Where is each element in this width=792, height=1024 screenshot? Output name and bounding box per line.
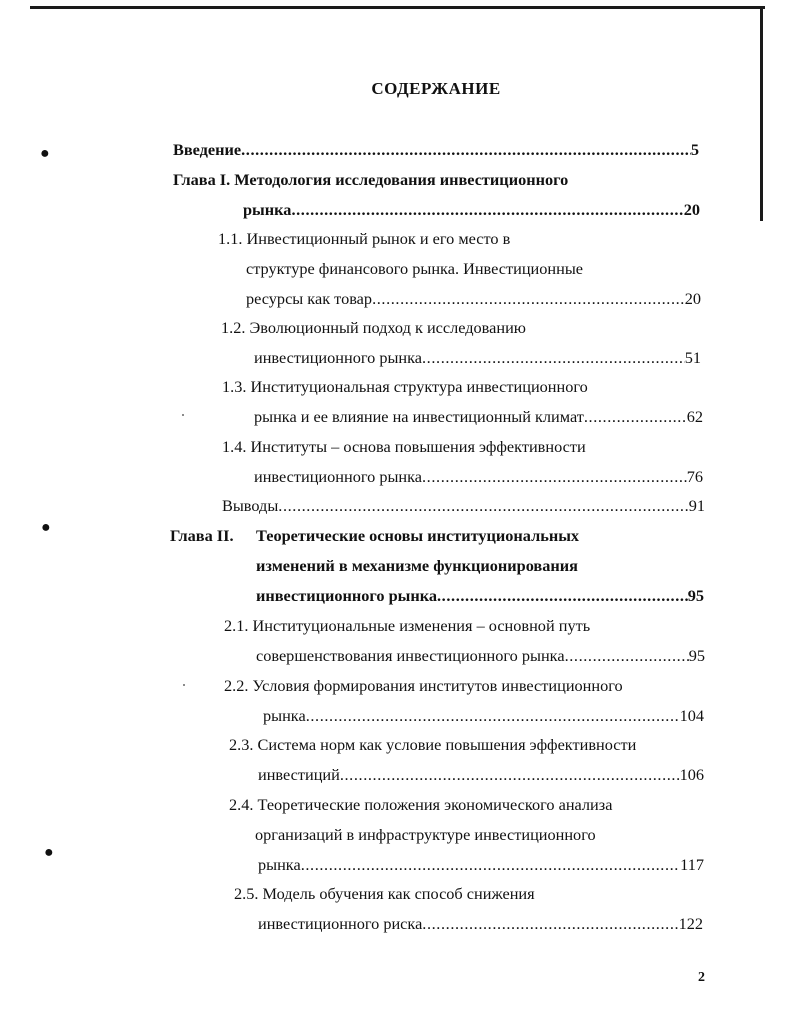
toc-entry-text: совершенствования инвестиционного рынка [256, 646, 565, 665]
page-title: СОДЕРЖАНИЕ [371, 79, 501, 98]
toc-page-number: 104 [679, 706, 704, 725]
toc-page-number: 20 [683, 200, 700, 219]
toc-page-number: 95 [687, 586, 704, 605]
toc-page-number: 106 [679, 765, 704, 784]
toc-entry-introduction [173, 140, 699, 160]
toc-section-1-2-title: 1.2. Эволюционный подход к исследованию [221, 318, 526, 337]
toc-leader-dots [437, 586, 688, 606]
punch-hole-mark: ● [41, 519, 51, 536]
toc-page-number: 5 [690, 140, 699, 159]
punch-hole-mark: ● [44, 844, 54, 861]
toc-section-1-1-title: 1.1. Инвестиционный рынок и его место в [218, 229, 511, 248]
toc-page-number: 117 [680, 855, 704, 874]
toc-leader-dots [241, 140, 691, 160]
toc-section-1-3-title: 1.3. Институциональная структура инвестиционного [222, 377, 588, 396]
toc-leader-dots [422, 467, 687, 487]
toc-section-1-1 [246, 289, 701, 309]
toc-leader-dots [372, 289, 685, 309]
toc-section-1-4 [254, 467, 703, 487]
toc-entry-text: Выводы [222, 496, 279, 515]
toc-leader-dots [422, 914, 678, 934]
toc-entry-text: ресурсы как товар [246, 289, 373, 308]
toc-chapter-2-title: Теоретические основы институциональных [256, 526, 580, 545]
toc-leader-dots [291, 200, 683, 220]
toc-leader-dots [278, 496, 688, 516]
toc-chapter-2-line2: изменений в механизме функционирования [256, 556, 578, 575]
punch-hole-mark: ● [40, 145, 50, 162]
scan-edge-top [30, 6, 765, 9]
toc-section-2-4-title: 2.4. Теоретические положения экономического анализа [229, 795, 613, 814]
toc-entry-text: рынка и ее влияние на инвестиционный климат [254, 407, 584, 426]
toc-section-1-2 [254, 348, 701, 368]
toc-page-number: 122 [678, 914, 703, 933]
toc-section-2-3-title: 2.3. Система норм как условие повышения эффективности [229, 735, 637, 754]
toc-page-number: 91 [688, 496, 705, 515]
toc-entry-text: инвестиционного рынка [254, 467, 423, 486]
scan-edge-right [760, 6, 763, 221]
toc-entry-text: инвестиционного рынка [256, 586, 438, 605]
toc-entry-text: инвестиционного риска [258, 914, 423, 933]
toc-conclusions [222, 496, 705, 516]
toc-leader-dots [422, 348, 685, 368]
toc-entry-text: Введение [173, 140, 242, 159]
scan-speck [182, 414, 184, 416]
toc-section-2-4 [258, 855, 704, 875]
toc-leader-dots [584, 407, 687, 427]
toc-chapter-2-label: Глава II. [170, 526, 234, 545]
toc-leader-dots [306, 706, 680, 726]
toc-section-2-5 [258, 914, 703, 934]
toc-leader-dots [340, 765, 680, 785]
toc-section-2-3 [258, 765, 704, 785]
toc-entry-text: рынка [263, 706, 306, 725]
toc-section-2-4-line2: организаций в инфраструктуре инвестиционного [255, 825, 596, 844]
toc-entry-text: инвестиционного рынка [254, 348, 423, 367]
toc-entry-text: рынка [243, 200, 292, 219]
toc-section-1-4-title: 1.4. Институты – основа повышения эффективности [222, 437, 586, 456]
toc-section-2-2-title: 2.2. Условия формирования институтов инвестиционного [224, 676, 623, 695]
toc-leader-dots [565, 646, 689, 666]
toc-chapter-1 [243, 200, 700, 220]
toc-chapter-2 [256, 586, 704, 606]
toc-entry-text: инвестиций [258, 765, 340, 784]
toc-entry-text: рынка [258, 855, 301, 874]
toc-leader-dots [301, 855, 680, 875]
toc-page-number: 20 [684, 289, 701, 308]
toc-page-number: 95 [688, 646, 705, 665]
toc-section-2-1 [256, 646, 705, 666]
toc-chapter-1-title: Глава I. Методология исследования инвестиционного [173, 170, 569, 189]
toc-section-2-2 [263, 706, 704, 726]
scan-speck [183, 684, 185, 686]
toc-page-number: 76 [686, 467, 703, 486]
toc-page-number: 62 [686, 407, 703, 426]
toc-section-1-3 [254, 407, 703, 427]
toc-section-2-5-title: 2.5. Модель обучения как способ снижения [234, 884, 535, 903]
page-number: 2 [698, 970, 705, 985]
toc-section-2-1-title: 2.1. Институциональные изменения – основной путь [224, 616, 591, 635]
toc-page-number: 51 [684, 348, 701, 367]
toc-section-1-1-line2: структуре финансового рынка. Инвестиционные [246, 259, 583, 278]
